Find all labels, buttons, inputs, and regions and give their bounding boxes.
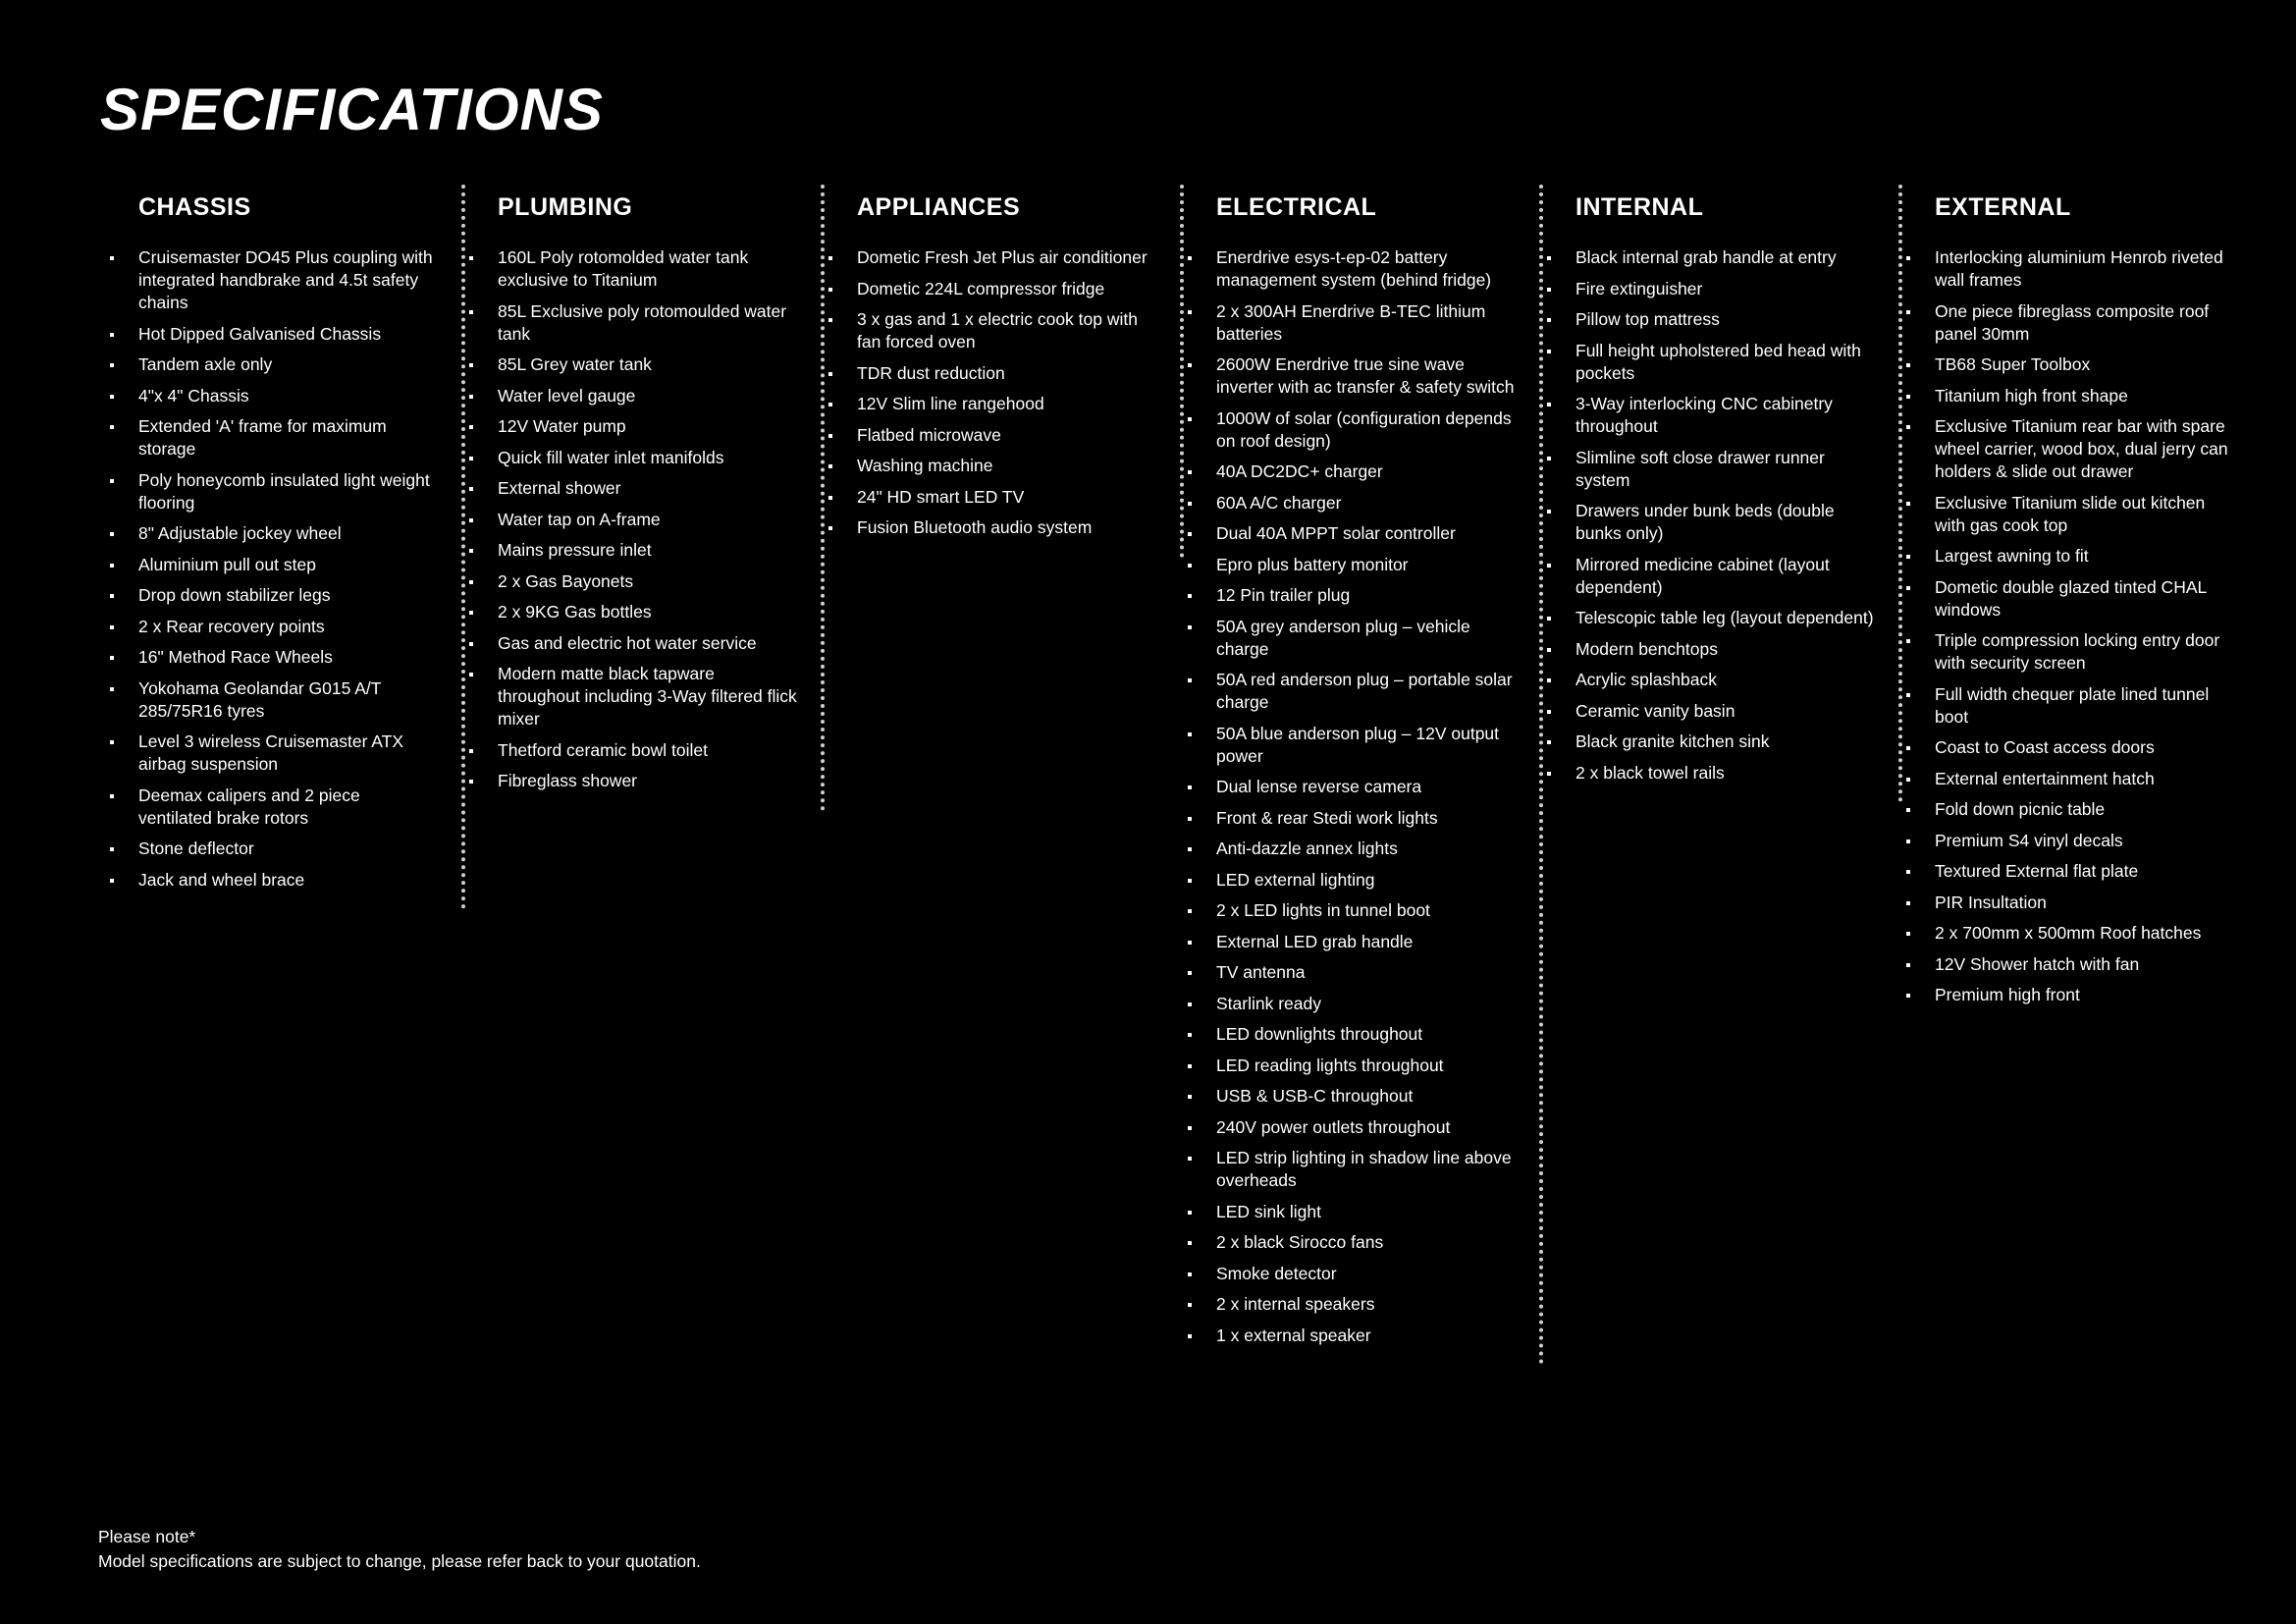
- spec-item: 2 x LED lights in tunnel boot: [1216, 899, 1516, 922]
- spec-item: 85L Grey water tank: [498, 353, 797, 376]
- spec-item: Triple compression locking entry door with security screen: [1935, 629, 2238, 675]
- spec-list: [857, 246, 1156, 539]
- spec-item: Yokohama Geolandar G015 A/T 285/75R16 tyres: [138, 677, 438, 723]
- spec-item: 3 x gas and 1 x electric cook top with fan forced oven: [857, 308, 1156, 353]
- spec-item: 16" Method Race Wheels: [138, 646, 438, 669]
- spec-item: Tandem axle only: [138, 353, 438, 376]
- spec-item: One piece fibreglass composite roof panel 30mm: [1935, 300, 2238, 346]
- spec-item: Fold down picnic table: [1935, 798, 2238, 821]
- spec-item: Smoke detector: [1216, 1263, 1516, 1285]
- spec-list: [1575, 246, 1875, 785]
- spec-item: Hot Dipped Galvanised Chassis: [138, 323, 438, 346]
- spec-item: Thetford ceramic bowl toilet: [498, 739, 797, 762]
- spec-item: LED sink light: [1216, 1201, 1516, 1223]
- spec-item: 240V power outlets throughout: [1216, 1116, 1516, 1139]
- spec-item: Premium high front: [1935, 984, 2238, 1006]
- spec-item: 8" Adjustable jockey wheel: [138, 522, 438, 545]
- spec-item: 50A grey anderson plug – vehicle charge: [1216, 616, 1516, 661]
- spec-item: Aluminium pull out step: [138, 554, 438, 576]
- spec-item: Water tap on A-frame: [498, 509, 797, 531]
- spec-item: Full height upholstered bed head with pockets: [1575, 340, 1875, 385]
- spec-item: Quick fill water inlet manifolds: [498, 447, 797, 469]
- page-title: SPECIFICATIONS: [100, 77, 604, 142]
- spec-item: 40A DC2DC+ charger: [1216, 460, 1516, 483]
- spec-item: Dual lense reverse camera: [1216, 776, 1516, 798]
- spec-list: [498, 246, 797, 792]
- spec-item: Drop down stabilizer legs: [138, 584, 438, 607]
- spec-item: Front & rear Stedi work lights: [1216, 807, 1516, 830]
- spec-item: Ceramic vanity basin: [1575, 700, 1875, 723]
- spec-item: 60A A/C charger: [1216, 492, 1516, 514]
- spec-item: 2 x Gas Bayonets: [498, 570, 797, 593]
- spec-item: Deemax calipers and 2 piece ventilated brake rotors: [138, 785, 438, 830]
- spec-item: 2600W Enerdrive true sine wave inverter with ac transfer & safety switch: [1216, 354, 1515, 397]
- spec-item: LED external lighting: [1216, 869, 1516, 892]
- spec-item: Fusion Bluetooth audio system: [857, 516, 1156, 539]
- spec-item: 4"x 4" Chassis: [138, 385, 438, 407]
- spec-item: Exclusive Titanium slide out kitchen with gas cook top: [1935, 492, 2238, 537]
- spec-item: 2 x 700mm x 500mm Roof hatches: [1935, 922, 2238, 945]
- spec-column-external: [1902, 185, 2262, 1015]
- spec-list: [1216, 246, 1516, 1347]
- disclaimer-note: [98, 1525, 701, 1574]
- spec-item: 1 x external speaker: [1216, 1325, 1516, 1347]
- column-heading: CHASSIS: [138, 193, 251, 221]
- spec-item: PIR Insultation: [1935, 892, 2238, 914]
- spec-item: External entertainment hatch: [1935, 768, 2238, 790]
- spec-item: Enerdrive esys-t-ep-02 battery management system (behind fridge): [1216, 246, 1516, 292]
- spec-item: Fibreglass shower: [498, 770, 797, 792]
- spec-item: Full width chequer plate lined tunnel boot: [1935, 683, 2238, 729]
- spec-item: 2 x 300AH Enerdrive B-TEC lithium batteries: [1216, 300, 1516, 346]
- spec-item: LED downlights throughout: [1216, 1023, 1516, 1046]
- spec-column-electrical: [1184, 185, 1543, 1365]
- spec-item: 2 x black Sirocco fans: [1216, 1231, 1516, 1254]
- spec-item: LED strip lighting in shadow line above overheads: [1216, 1147, 1516, 1192]
- spec-item: 2 x 9KG Gas bottles: [498, 601, 797, 623]
- spec-item: Pillow top mattress: [1575, 308, 1875, 331]
- note-heading: Please note*: [98, 1527, 196, 1546]
- note-text: Model specifications are subject to change, please refer back to your quotation.: [98, 1551, 701, 1571]
- spec-item: 50A red anderson plug – portable solar charge: [1216, 669, 1516, 714]
- spec-item: 12V Slim line rangehood: [857, 393, 1156, 415]
- spec-item: Dometic 224L compressor fridge: [857, 278, 1156, 300]
- spec-item: Anti-dazzle annex lights: [1216, 838, 1516, 860]
- spec-item: Epro plus battery monitor: [1216, 554, 1516, 576]
- spec-item: Black granite kitchen sink: [1575, 731, 1875, 753]
- spec-item: Exclusive Titanium rear bar with spare wheel carrier, wood box, dual jerry can holders & slide out drawer: [1935, 415, 2238, 483]
- spec-list: [1935, 246, 2238, 1006]
- spec-item: Water level gauge: [498, 385, 797, 407]
- spec-item: 2 x internal speakers: [1216, 1293, 1516, 1316]
- column-heading: INTERNAL: [1575, 193, 1704, 221]
- spec-item: 12 Pin trailer plug: [1216, 584, 1516, 607]
- spec-item: TB68 Super Toolbox: [1935, 353, 2238, 376]
- spec-item: Level 3 wireless Cruisemaster ATX airbag suspension: [138, 731, 438, 776]
- spec-item: Modern matte black tapware throughout including 3-Way filtered flick mixer: [498, 664, 797, 729]
- spec-item: Interlocking aluminium Henrob riveted wall frames: [1935, 246, 2238, 292]
- spec-item: Slimline soft close drawer runner system: [1575, 447, 1875, 492]
- spec-item: Largest awning to fit: [1935, 545, 2238, 568]
- spec-item: Coast to Coast access doors: [1935, 736, 2238, 759]
- spec-column-appliances: [825, 185, 1184, 558]
- spec-item: Drawers under bunk beds (double bunks only): [1575, 500, 1875, 545]
- spec-item: LED reading lights throughout: [1216, 1055, 1516, 1077]
- spec-item: Mains pressure inlet: [498, 539, 797, 562]
- spec-item: 2 x Rear recovery points: [138, 616, 438, 638]
- spec-item: Starlink ready: [1216, 993, 1516, 1015]
- spec-item: Telescopic table leg (layout dependent): [1575, 608, 1874, 627]
- spec-item: TDR dust reduction: [857, 362, 1156, 385]
- spec-item: Modern benchtops: [1575, 638, 1875, 661]
- spec-item: 24" HD smart LED TV: [857, 486, 1156, 509]
- spec-column-internal: [1543, 185, 1902, 802]
- spec-item: 85L Exclusive poly rotomoulded water tank: [498, 300, 797, 346]
- spec-item: Fire extinguisher: [1575, 278, 1875, 300]
- spec-item: 3-Way interlocking CNC cabinetry throughout: [1575, 393, 1875, 438]
- spec-item: Flatbed microwave: [857, 424, 1156, 447]
- spec-item: 50A blue anderson plug – 12V output power: [1216, 723, 1516, 768]
- spec-column-chassis: [106, 185, 465, 909]
- column-heading: EXTERNAL: [1935, 193, 2071, 221]
- spec-item: Black internal grab handle at entry: [1575, 246, 1875, 269]
- spec-item: Poly honeycomb insulated light weight flooring: [138, 469, 438, 514]
- spec-item: Textured External flat plate: [1935, 860, 2238, 883]
- spec-item: Gas and electric hot water service: [498, 632, 797, 655]
- spec-item: 160L Poly rotomolded water tank exclusive to Titanium: [498, 246, 797, 292]
- spec-item: Extended 'A' frame for maximum storage: [138, 415, 438, 460]
- spec-item: Dometic Fresh Jet Plus air conditioner: [857, 246, 1156, 269]
- spec-item: Mirrored medicine cabinet (layout dependent): [1575, 554, 1875, 599]
- spec-item: Cruisemaster DO45 Plus coupling with integrated handbrake and 4.5t safety chains: [138, 246, 438, 314]
- column-heading: APPLIANCES: [857, 193, 1021, 221]
- spec-item: External shower: [498, 477, 797, 500]
- spec-item: 1000W of solar (configuration depends on roof design): [1216, 407, 1516, 453]
- spec-item: 12V Shower hatch with fan: [1935, 953, 2238, 976]
- column-heading: ELECTRICAL: [1216, 193, 1377, 221]
- spec-item: 2 x black towel rails: [1575, 762, 1875, 785]
- spec-item: 12V Water pump: [498, 415, 797, 438]
- spec-item: Titanium high front shape: [1935, 385, 2238, 407]
- spec-item: Dometic double glazed tinted CHAL windows: [1935, 576, 2238, 622]
- spec-item: TV antenna: [1216, 961, 1516, 984]
- spec-item: USB & USB-C throughout: [1216, 1085, 1516, 1108]
- spec-item: Washing machine: [857, 455, 1156, 477]
- spec-list: [138, 246, 438, 892]
- spec-item: Jack and wheel brace: [138, 869, 438, 892]
- spec-item: External LED grab handle: [1216, 931, 1516, 953]
- spec-item: Premium S4 vinyl decals: [1935, 830, 2238, 852]
- spec-columns: [106, 185, 2295, 1365]
- spec-item: Acrylic splashback: [1575, 669, 1875, 691]
- spec-item: Stone deflector: [138, 838, 438, 860]
- spec-column-plumbing: [465, 185, 825, 811]
- spec-item: Dual 40A MPPT solar controller: [1216, 522, 1516, 545]
- column-heading: PLUMBING: [498, 193, 633, 221]
